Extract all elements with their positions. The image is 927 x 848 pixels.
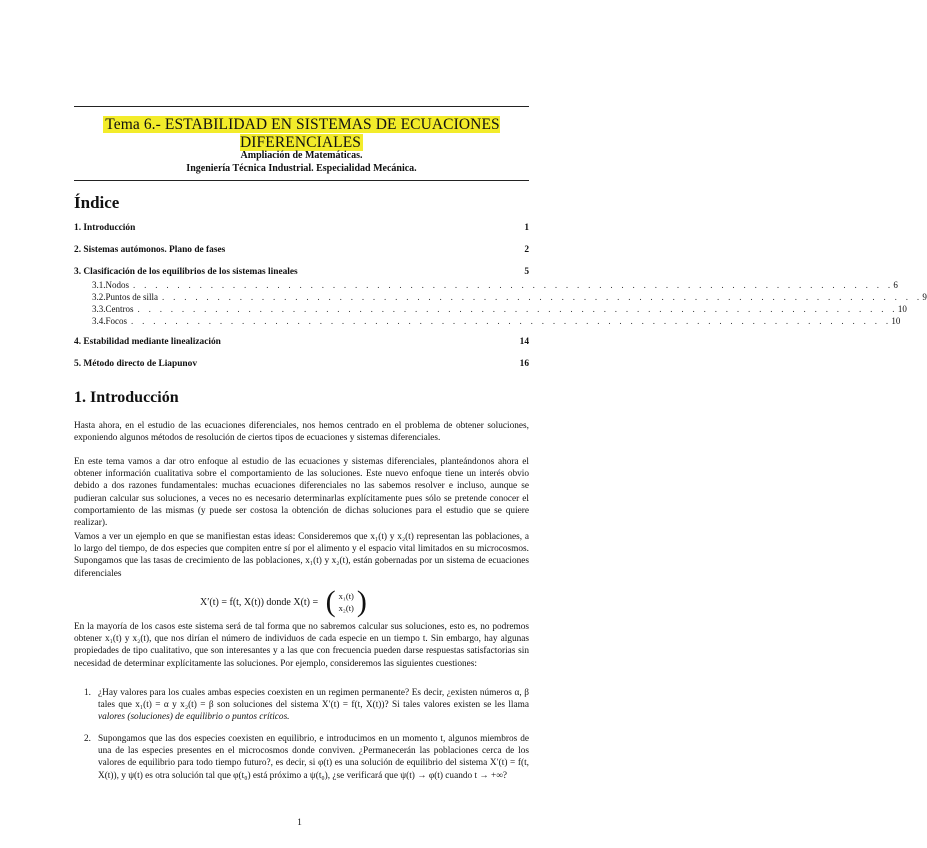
list-item bbox=[84, 687, 529, 724]
toc-subentry-label: Focos bbox=[105, 316, 128, 326]
vector-entry-1: x₁(t) bbox=[338, 591, 354, 601]
toc-subentry-label: Nodos bbox=[105, 280, 130, 290]
subtitle-degree: Ingeniería Técnica Industrial. Especialidad Mecánica. bbox=[186, 163, 417, 174]
list-item-number: 2. bbox=[84, 734, 91, 744]
equation-system bbox=[200, 587, 367, 617]
list-item-number: 1. bbox=[84, 688, 91, 698]
paragraph-4: En la mayoría de los casos este sistema será de tal forma que no sabremos calcular sus soluciones, esto es, no podremos obtener x₁(t) y x₂(t), que nos dirían el número de individuos de cada especie en un tiempo t. Sin embargo, hay algunas propiedades de tipo cualitativo, que son interesantes y a las que con frecuencia pueden darse respuestas satisfactorias sin necesidad de determinar explícitamente las soluciones. Por ejemplo, consideremos las siguientes cuestiones: bbox=[74, 622, 529, 669]
page-number: 1 bbox=[297, 818, 302, 828]
toc-dot-leader: . . . . . . . . . . . . . . . . . . . . . . . . . . . . . . . . . . . . . . . . . . . . . . . . . . . . . . . . . . . . . . . . . . . . . bbox=[162, 292, 923, 302]
toc-subentry-number: 3.3. bbox=[92, 304, 106, 314]
toc-subentry-page: 10 bbox=[897, 304, 907, 314]
toc-dot-leader: . . . . . . . . . . . . . . . . . . . . . . . . . . . . . . . . . . . . . . . . . . . . . . . . . . . . . . . . . . . . . . . . . . . . . bbox=[131, 316, 892, 326]
title-highlight: Tema 6.- ESTABILIDAD EN SISTEMAS DE ECUACIONES DIFERENCIALES bbox=[105, 116, 500, 151]
toc-entry[interactable] bbox=[74, 245, 529, 255]
toc-entry[interactable] bbox=[74, 337, 529, 347]
left-paren: ( bbox=[318, 585, 336, 618]
toc-subentry-label: Puntos de silla bbox=[105, 292, 159, 302]
toc-entry[interactable] bbox=[74, 223, 529, 233]
list-item-emphasis: valores (soluciones) de equilibrio o puntos críticos. bbox=[98, 712, 290, 723]
toc-heading: Índice bbox=[74, 193, 120, 212]
toc-entry-page: 14 bbox=[519, 337, 529, 347]
toc-entry-page: 2 bbox=[524, 245, 529, 255]
toc-subentry-number: 3.4. bbox=[92, 316, 106, 326]
toc-entry-page: 1 bbox=[524, 223, 529, 233]
subtitle-course: Ampliación de Matemáticas. bbox=[240, 150, 363, 161]
equation-lhs: X′(t) = f(t, X(t)) donde X(t) = bbox=[200, 596, 319, 608]
toc-subentry-number: 3.1. bbox=[92, 280, 106, 290]
paragraph-3: Vamos a ver un ejemplo en que se manifiestan estas ideas: Consideremos que x₁(t) y x₂(t) representan las poblaciones, a lo largo del tiempo, de dos especies que compiten entre sí por el alimento y el espacio vital limitados en su microcosmos. Supongamos que las tasas de crecimiento de las poblaciones, x₁(t) y x₂(t), están gobernadas por un sistema de ecuaciones diferenciales bbox=[74, 532, 529, 579]
toc-entry[interactable] bbox=[74, 267, 529, 277]
toc-subentry-page: 6 bbox=[893, 280, 898, 290]
toc-dot-leader: . . . . . . . . . . . . . . . . . . . . . . . . . . . . . . . . . . . . . . . . . . . . . . . . . . . . . . . . . . . . . . . . . . . . . bbox=[133, 280, 894, 290]
right-paren: ) bbox=[356, 585, 367, 618]
list-item bbox=[84, 733, 529, 782]
toc-subentry[interactable] bbox=[92, 316, 901, 326]
toc-entry-label: 5. Método directo de Liapunov bbox=[74, 359, 198, 369]
list-item-text: Supongamos que las dos especies coexisten en equilibrio, e introducimos en un momento t, algunos miembros de una de las especies presentes en el microcosmos donde conviven. ¿Permanecerán las poblaciones cerca de los valores de equilibrio para todo tiempo futuro?, es decir, si φ(t) es una solución de equilibrio del sistema X′(t) = f(t, X(t)), y ψ(t) es otra solución tal que φ(t₀) está próximo a ψ(t₀), ¿se verificará que ψ(t) → φ(t) cuando t → +∞? bbox=[98, 734, 529, 781]
vector-entry-2: x₂(t) bbox=[338, 603, 354, 613]
toc-entry-page: 16 bbox=[519, 359, 529, 369]
toc-subentry[interactable] bbox=[92, 292, 927, 302]
toc-entry-page: 5 bbox=[524, 267, 529, 277]
toc-subentry-number: 3.2. bbox=[92, 292, 106, 302]
list-item-text bbox=[98, 687, 529, 724]
list-item-body: ¿Hay valores para los cuales ambas especies coexisten en un regimen permanente? Es decir, ¿existen números α, β tales que x₁(t) = α y x₂(t) = β son soluciones del sistema X′(t) = f(t, X(t))? Si tales valores existen se les llama bbox=[98, 688, 529, 711]
toc-entry-label: 2. Sistemas autómonos. Plano de fases bbox=[74, 245, 226, 255]
toc-entry-label: 1. Introducción bbox=[74, 223, 136, 233]
toc-entry-label: 4. Estabilidad mediante linealización bbox=[74, 337, 221, 347]
bottom-rule bbox=[74, 180, 529, 181]
top-rule bbox=[74, 106, 529, 107]
paragraph-1: Hasta ahora, en el estudio de las ecuaciones diferenciales, nos hemos centrado en el problema de obtener soluciones, exponiendo algunos métodos de resolución de ciertos tipos de ecuaciones y sistemas diferenciales. bbox=[74, 421, 529, 444]
toc-entry[interactable] bbox=[74, 359, 529, 369]
toc-subentry-label: Centros bbox=[105, 304, 134, 314]
document-title bbox=[74, 116, 529, 152]
column-vector bbox=[336, 590, 357, 614]
toc-entry-label: 3. Clasificación de los equilibrios de los sistemas lineales bbox=[74, 267, 298, 277]
section-heading: 1. Introducción bbox=[74, 389, 179, 406]
toc-subentry[interactable] bbox=[92, 304, 907, 314]
paragraph-2: En este tema vamos a dar otro enfoque al estudio de las ecuaciones y sistemas diferenciales, planteándonos ahora el obtener información cualitativa sobre el comportamiento de las soluciones. Este nuevo enfoque tiene un interés obvio debido a dos razones fundamentales: muchas ecuaciones diferenciales no las sabemos resolver e incluso, aunque se pudieran calcular sus soluciones, a veces no es necesario determinarlas explícitamente pues sólo se pretende conocer el comportamiento de las mismas (y puede ser costosa la obtención de dichas soluciones para el estudio que se quiere realizar). bbox=[74, 457, 529, 529]
toc-subentry[interactable] bbox=[92, 280, 898, 290]
toc-dot-leader: . . . . . . . . . . . . . . . . . . . . . . . . . . . . . . . . . . . . . . . . . . . . . . . . . . . . . . . . . . . . . . . . . . . . . bbox=[137, 304, 898, 314]
toc-subentry-page: 10 bbox=[891, 316, 901, 326]
toc-subentry-page: 9 bbox=[922, 292, 927, 302]
